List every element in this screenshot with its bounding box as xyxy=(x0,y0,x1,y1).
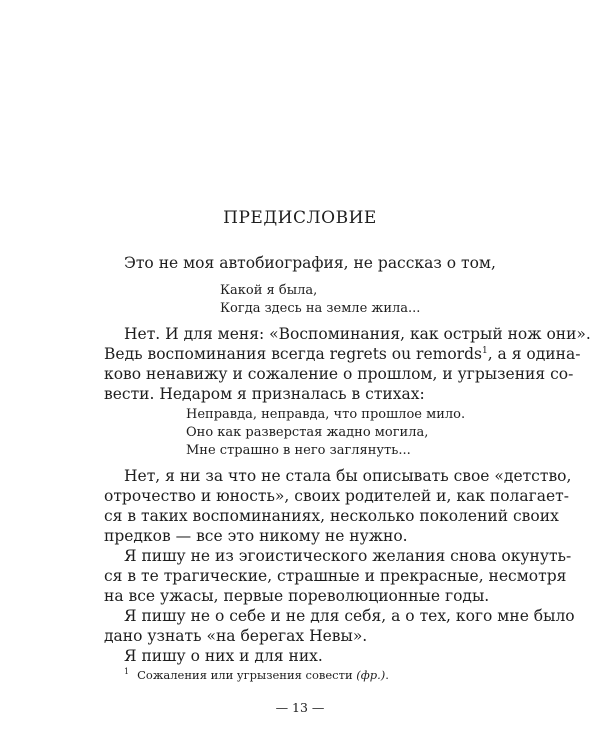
footnote xyxy=(124,668,389,682)
footnote-language: (фр.) xyxy=(356,668,386,682)
para2-line-1: Нет. И для меня: «Воспоминания, как острый нож они». xyxy=(124,325,591,343)
verse2-line-3: Мне страшно в него заглянуть... xyxy=(186,443,411,458)
para3-line-4: предков — все это никому не нужно. xyxy=(104,527,408,545)
para4-line-2: ся в те трагические, страшные и прекрасные, несмотря xyxy=(104,567,567,585)
para6-line: Я пишу о них и для них. xyxy=(124,647,323,665)
verse2-line-1: Неправда, неправда, что прошлое мило. xyxy=(186,407,466,422)
para4-line-3: на все ужасы, первые пореволюционные годы. xyxy=(104,587,490,605)
para2-line-4: вести. Недаром я призналась в стихах: xyxy=(104,385,425,403)
para2-line-2-text-b: , а я одина- xyxy=(487,345,581,363)
para2-line-3: ково ненавижу и сожаление о прошлом, и угрызения со- xyxy=(104,365,574,383)
verse1-line-2: Когда здесь на земле жила... xyxy=(220,301,421,316)
footnote-text: Сожаления или угрызения совести xyxy=(137,668,357,682)
verse2-line-2: Оно как разверстая жадно могила, xyxy=(186,425,429,440)
verse1-line-1: Какой я была, xyxy=(220,283,318,298)
para5-line-2: дано узнать «на берегах Невы». xyxy=(104,627,368,645)
intro-line: Это не моя автобиография, не рассказ о том, xyxy=(124,254,496,272)
para3-line-1: Нет, я ни за что не стала бы описывать свое «детство, xyxy=(124,467,572,485)
page-number: — 13 — xyxy=(275,700,325,715)
para5-line-1: Я пишу не о себе и не для себя, а о тех, кого мне было xyxy=(124,607,575,625)
para3-line-3: ся в таких воспоминаниях, несколько поколений своих xyxy=(104,507,559,525)
footnote-number: 1 xyxy=(124,667,130,677)
para4-line-1: Я пишу не из эгоистического желания снова окунуть- xyxy=(124,547,572,565)
footnote-end: . xyxy=(385,668,389,682)
footnote-reference: 1 xyxy=(481,345,488,356)
para2-line-2-text-a: Ведь воспоминания всегда regrets ou remords xyxy=(104,345,482,363)
para3-line-2: отрочество и юность», своих родителей и, как полагает- xyxy=(104,487,569,505)
page-heading: ПРЕДИСЛОВИЕ xyxy=(223,208,377,228)
para2-line-2 xyxy=(104,347,580,363)
